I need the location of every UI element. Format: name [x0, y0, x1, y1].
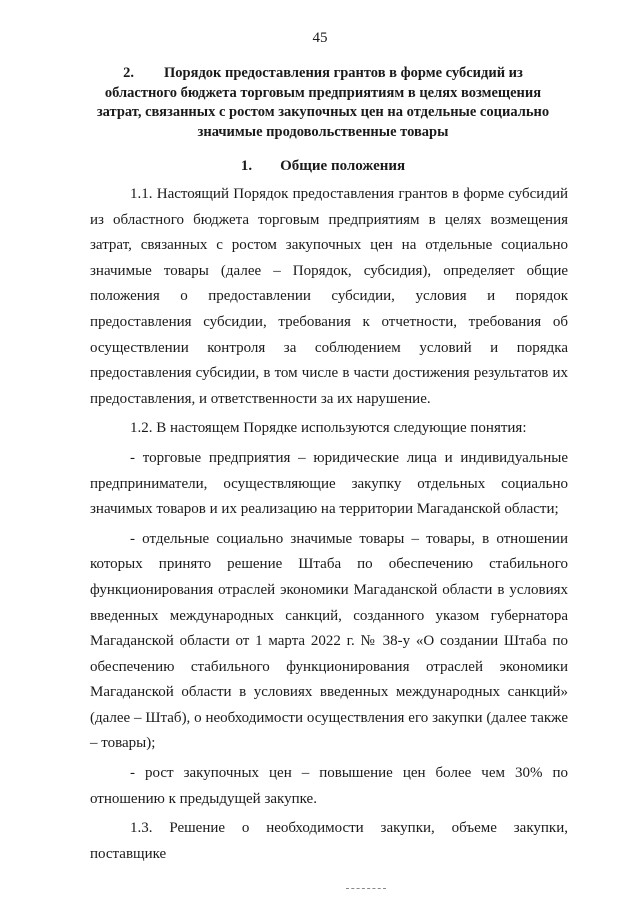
definition-trade-enterprises: - торговые предприятия – юридические лица и индивидуальные предприниматели, осуществляющие закупку отдельных социально значимых товаров и их реализацию на территории Магаданской области; [90, 449, 568, 518]
paragraph-1-2: 1.2. В настоящем Порядке используются следующие понятия: [130, 420, 527, 437]
title-text: Порядок предоставления грантов в форме субсидий из областного бюджета торговым предприятиям в целях возмещения затрат, связанных с ростом закупочных цен на отдельные социально значимые продовольственные товары [96, 65, 550, 140]
definition-socially-significant-goods: - отдельные социально значимые товары – товары, в отношении которых принято решение Штаба по обеспечению стабильного функционирования отраслей экономики Магаданской области в условиях введенных международных санкций, созданного указом губернатора Магаданской области от 1 марта 2022 г. № 38-у «О создании Штаба по обеспечению стабильного функционирования отраслей экономики Магаданской области в условиях введенных международных санкций» (далее – Штаб), о необходимости осуществления его закупки (далее также – товары); [90, 530, 568, 752]
scan-artifact-line [346, 888, 386, 890]
section-number: 1. [240, 158, 253, 174]
page-number: 45 [312, 30, 328, 46]
paragraph-1-1: 1.1. Настоящий Порядок предоставления грантов в форме субсидий из областного бюджета торговым предприятиям в целях возмещения затрат, связанных с ростом закупочных цен на отдельные социально значимые товары (далее – Порядок, субсидия), определяет общие положения о предоставлении субсидии, условия и порядок предоставления субсидии, требования к отчетности, требования об осуществлении контроля за соблюдением условий и порядка предоставления субсидии, в том числе в части достижения результатов их предоставления, и ответственности за их нарушение. [90, 186, 568, 407]
section-heading [88, 158, 558, 175]
document-body [90, 182, 568, 867]
paragraph-1-3: 1.3. Решение о необходимости закупки, объеме закупки, поставщике [90, 820, 568, 862]
definition-price-growth: - рост закупочных цен – повышение цен более чем 30% по отношению к предыдущей закупке. [90, 765, 568, 807]
title-number: 2. [123, 65, 134, 81]
document-title [88, 64, 558, 142]
section-heading-text: Общие положения [280, 158, 406, 174]
